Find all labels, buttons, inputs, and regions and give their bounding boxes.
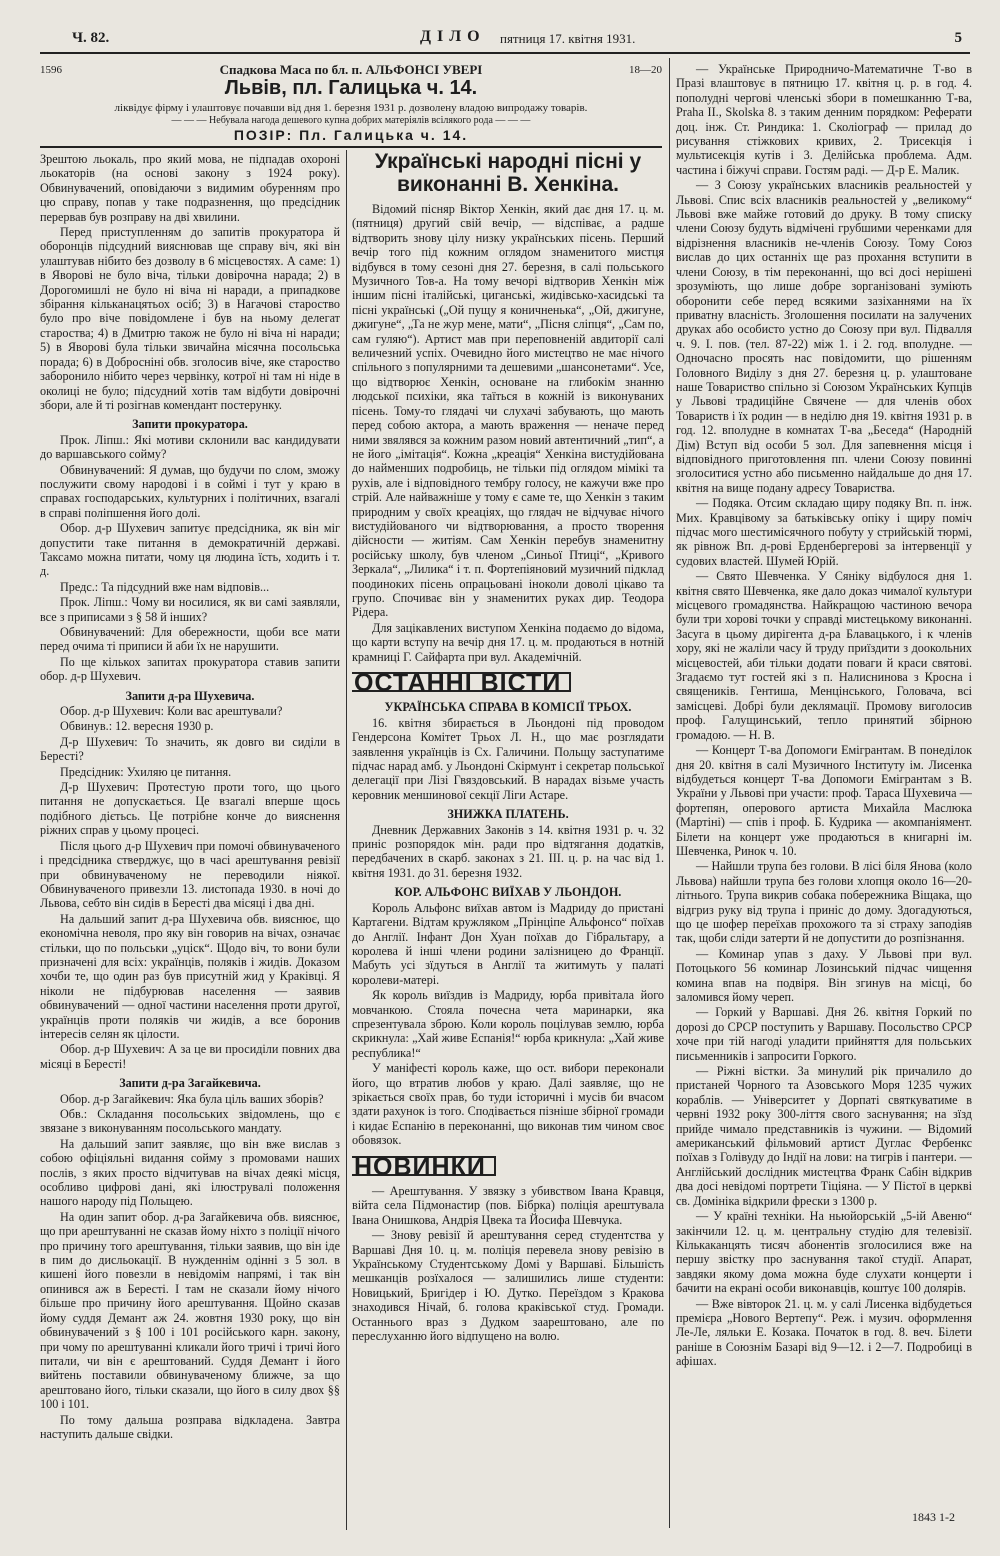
paragraph: Відомий пісняр Віктор Хенкін, який дає дня 17. ц. м. (пятниця) другий свій вечір, — відспіває, а радше відтворить знову цілу низку українських пісень. Перший вечір того під кожним оглядом знаменитого мистця відбувся в тому сезоні дня 27. березня, в салі польського Музичного Тов-а. На тому вечорі відтворив Хенкін між іншим пісні італійські, циганські, жидівсько-хасидські та пісні українські („Ой пущу я коничненька“, „Ой, джигуне, джигуне“, „Та не жур мене, мати“, „Пісня сліпця“, „Сам по, сам гуляю“). Артист мав при переповненій авдиторії салі величезний успіх. Очевидно його мистецтво не має нічого спільного з популярними та дешевими „шансонетами“. Усе, що відтворює Хенкін, основане на глибокім знанню людської психіки, яка таїться в кожній із виконуваних пісень. Тому-то глядачі чи слухачі забувають, що мають перед собою актора, а мають враження — неначе перед ними звялявся за кожним разом новий автентичний „тип“, а не його „імітація“. Кожна „креація“ Хенкіна вистудійована до найменших подробиць, не тільки під оглядом мімікі та рухів, але і відповідного тембру голосу, не кажучи вже про стрій. Але найважніше у тому є саме те, що Хенкін з таким природним у своїх креаціях, що глядач не відчуває нічого вистудійованого чи відтворювання, а просто творення дійсности — житіям. Сам Хенкін перебув знаменитну російську школу, був членом „Синьої Птиці“, „Кривого Зеркала“, „Лилика“ і т. п. Фортепіяновий музичний підклад поодиноких пісень опрацьовані іноколи доволі цікаво та групо. Спочиває він у знаменитих руках дир. Теодора Рідера. — [352, 202, 664, 620]
ad-line-3: ліквідує фірму і улаштовує почавши від дня 1. березня 1931 р. дозволену владою випродажу товарів. — [114, 102, 588, 114]
ad-code-right: 18—20 — [629, 64, 662, 76]
article-headline: Українські народні пісні у виконанні В. Хенкіна. — [374, 150, 642, 196]
paragraph: На один запит обор. д-ра Загайкевича обв. вияснює, що при арештуванні не сказав йому ніхто з поліції нічого про причину того арештування, тільки заявив, що він іде в пим до дисльокації. В нужденнім одінні з 5 зол. в кишені його повезли в невідомім напрямі, і так він опинився аж в Бересті. І там не сказали йому нічого більше про причину його арештування. Щойно сказав йому суддя Демант аж 24. жовтня 1930 року, що він обвинувачений з § 100 і 101 російського карн. закону, при чому по арештуванні кликали його тричі і тричі його питали, чи він є арештований. Суддя Демант і його вийтень поставили обвинуваченому ближче, за що арештовано його, тільки сказали, що його в силу двох §§ 100 і 101. — [40, 1209, 340, 1412]
subheading: Запити д-ра Шухевича. — [125, 688, 255, 703]
section-banner — [352, 669, 664, 697]
paragraph: — Знову ревізії й арештування серед студентства у Варшаві Дня 10. ц. м. поліція перевела знову ревізію в Українському Студентському Домі у Варшаві. Більшість мешканців розїхалося — залишились лише студенти: Новицький, Бригідер і Ю. Дутко. Переїздом з Кракова знаходився Нічай, б. голова краківської студ. Громади. Останнього враз з Дудком заарештовано, але по переслуханню його відпущено на волю. — [352, 1228, 664, 1344]
masthead — [50, 28, 980, 50]
paragraph: Для зацікавлених виступом Хенкіна подаємо до відома, що карти вступу на вечір дня 17. ц. м. продаються в нотній крамниці Г. Сайфарта при вул. Академічній. — [352, 620, 664, 664]
issue-number: Ч. 82. — [72, 30, 110, 46]
ad-line-5: ПОЗІР: Пл. Галицька ч. 14. — [233, 127, 469, 143]
column-divider — [346, 150, 347, 1530]
paragraph: По ще кількох запитах прокуратора ставив запити обор. д-р Шухевич. — [40, 654, 340, 684]
news-item: — З Союзу українських власників реальностей у Львові. Спис всіх власників реальностей у „великому“ Львові вже майже готовий до друку. В тому списку члени Союзу будуть відмічені грубшими черенками для відрізнення власників не-членів Союзу. Тому Союз вислав до цих останніх ще раз прохання вступити в члени Союзу, в тім переконанні, що всі досі нерішені зрозуміють, що лише добре зорганізовані зуміють оборонити себе перед всякими зазіханнями на їх приватну власність. Зголошення посилати на залучених друках або особисто устно до Союзу при вул. Підвалля ч. 9. I. пов. (тел. 87-22) між 1. і 2. год. вполудне. — Одночасно просять нас повідомити, що рішенням Головного Виділу з дня 27. березня ц. р. улаштоване наше Товариство спільно зі Союзом Українських Купців у Львові традиційне Свячене — для членів обох Товариств і їх родин — в неділю дня 19. квітня 1931 р. в год. 12. вполудне в комнатах Т-ва „Беседа“ (Народній Дім) Вступ від особи 5 зол. Для запевнення місця і відповідного приготовлення пп. члени Союзу повинні зголоситися устно або письменно найдальше до дня 17. квітня на вище подану адресу Товариства. — [676, 178, 972, 495]
paragraph: Д-р Шухевич: То значить, як довго ви сиділи в Бересті? — [40, 734, 340, 764]
paragraph: Король Альфонс виїхав автом із Мадриду до пристані Картагени. Відтам кружляком „Прінціпе Альфонсо“ поїхав до Англії. Інфант Дон Хуан поїхав до Гібральтару, а королева й інші члени родини залізницею до Франції. Мабуть усі зїдуться в Англії та житимуть у палаті королеви-матері. — [352, 900, 664, 987]
paragraph: Після цього д-р Шухевич при помочі обвинуваченого і предсідника стверджує, що в часі арештування ревізії при обвинуваченому не переводили ніякої. Обвинуваченого привезли 13. листопада 1930. в ночі до Львова, себто він сидів в Бересті два місяці і два дні. — [40, 838, 340, 911]
page-number: 5 — [954, 30, 962, 46]
paragraph: На дальший запит заявляє, що він вже вислав з собою офіціяльні видання сойму з промовами наших послів, з яких просто відчитував на вічах деякі місця, особливо цифрові дані, які ілюструвалі положення нашого народу під Польщею. — [40, 1136, 340, 1209]
paragraph: Обв.: Складання посольських звідомлень, що є звязане з виконуванням посольського мандату. — [40, 1107, 340, 1136]
ad-code: 1843 1-2 — [912, 1510, 955, 1524]
paragraph: Зрештою льокаль, про який мова, не підпадав охороні льокаторів (на основі закону з 1924 року). Обвинувачений, оповідаючи з видимим обуренням про цю справу, попав у таке подразнення, що предсідник перервав був розправу на дві хвилини. — [40, 152, 340, 224]
news-item: — Найшли трупа без голови. В лісі біля Янова (коло Львова) найшли трупа без голови хлопця около 16—20-літнього. Трупа викрив собака побережника Віщака, що відгриз руку від трупа і приніс до дому. Здогадуються, що це шофер переїхав прохожого та зі страху заподіяв так, щоби сліди затерти й не допустити до розпізнання. — [676, 859, 972, 946]
news-item: — Свято Шевченка. У Сяніку відбулося дня 1. квітня свято Шевченка, яке дало доказ чималої культури місцевого громадянства. Найкращою частиною вечора були три хорові точки у справді мистецькому виконанні. Засугa в цьому дирігента д-ра Блавацького, і к членів хору, які не жаліли часу й труду приїздити з доокольних місцевостей, аби тільки додати поваги й краси святові. Згадаємо тут гостей які з п. Налиснинова з Кросна і священиків. Гентиша, Менцінського, Головача, всі замісцеві. Добрі були деклямації. Промову виголосив проф. Галущинський, тепло принятий збірною громадою. — Н. В. — [676, 569, 972, 742]
paragraph: Обор. д-р Шухевич: А за це ви просиділи повних два місяці в Бересті! — [40, 1042, 340, 1071]
advertisement — [40, 62, 662, 144]
paragraph: Обор. д-р Загайкевич: Яка була ціль ваших зборів? — [60, 1091, 324, 1106]
news-item: — У країні техніки. На ньюйорській „5-ій Авеню“ закінчили 12. ц. м. центральну студію для телевізії. Кількаканцять тисяч абонентів зголосилися вже на першу звістку про заснування такої студії. Апарат, завдяки якому дома можна буде слухати концерти і бачити на екрані особи виконавців, коштує 100 долярів. — [676, 1209, 972, 1296]
ad-line-2: Львів, пл. Галицька ч. 14. — [224, 77, 478, 99]
paragraph: Дневник Державних Законів з 14. квітня 1931 р. ч. 32 приніс розпорядок мін. ради про відтягання додатків, передбачених в скарб. законах з 21. III. ц. р. на час від 1. квітня 1931. до 31. березня 1932. — [352, 822, 664, 880]
paragraph: Предсідник: Ухиляю це питання. — [60, 764, 232, 779]
subheading: Запити д-ра Загайкевича. — [119, 1076, 261, 1091]
paragraph: Обвинувачений: Для обережности, щоби все мати перед очима ті приписи й аби їх не нарушити. — [40, 625, 340, 654]
column-news — [676, 62, 972, 1524]
news-item: — Ріжні вістки. За минулий рік причалило до пристаней Чорного та Азовського Моря 1235 чужих кораблів. — Університет у Дорпаті святкуватиме в червні 1932 року 300-ліття свого заснування; на зїзд прийде чимало представників із чужини. — Відомий американський фільмовий артист Дуглас Фербенкс поїхав з Голівуду до Індії на лови: на тигрів і пантери. — Англійський дослідник мистецтва Франк Сабін відкрив два досі невідомі портрети Тіціяна. — У Пістої в церкві св. Домініка відкрили фрески з 1300 р. — [676, 1064, 972, 1208]
subheading: УКРАЇНСЬКА СПРАВА В КОМІСІЇ ТРЬОХ. — [384, 700, 632, 715]
section-banner — [352, 1152, 664, 1181]
paragraph: Обор. д-р Шухевич: Коли вас арештували? — [60, 704, 283, 719]
paragraph: Як король виїздив із Мадриду, юрба привітала його мовчанкою. Стояла почесна чета маринарки, яка спрезентувала зброю. Коли король поцілував землю, юрба скрикнула: „Хай живе Еспанія!“ юрба крикнула: „Хай живе республика!“ — [352, 988, 664, 1060]
subheading: Запити прокуратора. — [132, 417, 248, 432]
paragraph: Перед приступленням до запитів прокуратора й оборонців підсудний вияснював ще справу віч, які він улаштував нібито без дозволу в 6 місцевостях. А саме: 1) в Яворові не було віча, тільки довірочна нарада; 2) в Дорогомишлі не було ні віча ні наради, а припадкове збірання кільканацятьох осіб; 3) в Нагачові староство було про віче повідомлене і був на ньому делегат староства; 4) в Дмитрю також не було ні віча ні наради; 5) в Яворові була тільки звичайна місячна посольська порада; 6) в Добросніні обв. зголосив віче, яке староство заборонило нібито через червінку, котрої ні там ні ніде в околиці не було; підсудний хотів там відбути довірочні збори, але й ті розігнав комендант постерунку. — [40, 225, 340, 412]
news-item: — Концерт Т-ва Допомоги Емігрантам. В понеділок дня 20. квітня в салі Музичного Інституту ім. Лисенка відбудеться концерт Т-ва Допомоги Емігрантам з В. України у Львові при участи: проф. Тараса Шухевича — фортепян, оперового артиста Михайла Маслюка (Мартіні) — спів і проф. Б. Кудрика — акомпаніямент. Білети на концерт уже продаються в книгарні ім. Шевченка, Ринок ч. 10. — [676, 743, 972, 858]
ad-code-left: 1596 — [40, 64, 62, 76]
paragraph: По тому дальша розправа відкладена. Завтра наступить дальше свідки. — [40, 1412, 340, 1441]
paragraph: У маніфесті король каже, що ост. вибори переконали його, що втратив любов у краю. Далі заявляє, що не зрікається своїх прав, бо туди історичні і мусів би вчасом здати рахунок із того. Сподівається пізніше збірної громади і кидає Еспанію в переконанні, що виконав тим чином своє обовязок. — [352, 1061, 664, 1148]
paragraph: 16. квітня збирається в Льондоні під проводом Гендерсона Комітет Трьох Л. Н., що має розглядати заявлення українців із Сх. Галичини. Польщу заступатиме підчас нарад амб. у Льондоні Скірмунт і секретар польської делегації при Лізі Гвяздовський. В нарадах візьме участь керовник меншинової секції Ліги Астаре. — [352, 715, 664, 802]
paragraph: Прок. Ліпш.: Які мотиви склонили вас кандидувати до варшавського сойму? — [40, 432, 340, 462]
section-banner-label: ОСТАННІ ВІСТИ — [352, 672, 571, 692]
newspaper-title: ДІЛО — [420, 28, 486, 45]
column-middle — [352, 140, 664, 1540]
news-item: — Коминар упав з даху. У Львові при вул. Потоцького 56 коминар Лозинський підчас чищення комина впав на подвіря. Він згинув на місці, бо заломився йому череп. — [676, 946, 972, 1004]
paragraph: Предс.: Та підсудний вже нам відповів... — [60, 579, 270, 594]
news-item: — Українське Природничо-Математичне Т-во в Празі влаштовує в пятницю 17. квітня ц. р. в год. 4. пополудні чергові членські збори в помешканню Т-ва, Praha II., Skolska 8. з таким денним порядком: Реферати доц. інж. Ст. Риндика: 1. Сколіограф — прилад до рисування стіжкових кривих, 2. Трисекція і мультисекція кутів і 3. Делійська проблема. Адм. частина і біжучі справи. Гостям раді. — Д-р Е. Малик. — [676, 62, 972, 177]
issue-date: пятниця 17. квітня 1931. — [500, 31, 636, 46]
subheading: ЗНИЖКА ПЛАТЕНЬ. — [447, 807, 569, 822]
news-item: — Подяка. Отсим складаю щиру подяку Вп. п. інж. Мих. Кравцівому за батьківську опіку і щиру поміч підчас мого шестимісячного побуту у стрийській тюрмі, як рівнож Вп. д-рові Ерденбергерові за інтервенції у судових властей. Шумей Юрій. — [676, 496, 972, 568]
ad-line-1: Спадкова Маса по бл. п. АЛЬФОНСІ УВЕРІ — [219, 62, 483, 77]
subheading: КОР. АЛЬФОНС ВИЇХАВ У ЛЬОНДОН. — [394, 885, 622, 900]
paragraph: На дальший запит д-ра Шухевича обв. вияснює, що економічна неволя, про яку він говорив на вічах, означає стільки, що по польськи „уціск“. Щодо віч, то вони були призначені для всіх: українців, поляків і жидів. Доказом хочби те, що один раз був присутній жид у Краківці. Я ніколи не підбурював населення — заявив обвинувачений — одної частини населення проти другої, українців проти поляків чи жидів, а все боронив інтересів селян як цілости. — [40, 911, 340, 1041]
column-court-report — [40, 152, 340, 1532]
ad-line-4: — — — Небувала нагода дешевого купна добрих матеріялів всілякого рода — — — — [171, 115, 531, 126]
paragraph: Д-р Шухевич: Протестую проти того, що цього питання не допускається. Це взагалі вперше щось подібного дієтьсь. Це потрібне конче до вияснення ріжних справ у цьому процесі. — [40, 780, 340, 838]
section-banner-label: НОВИНКИ — [352, 1156, 496, 1176]
column-divider — [669, 58, 670, 1528]
masthead-rule — [40, 52, 970, 54]
paragraph: Обвинувачений: Я думав, що будучи по слом, зможу послужити свому народові і в соймі і тут у краю в справах господарських, культурних і політичних, взагалі в справі поліпшення його долі. — [40, 462, 340, 520]
news-item: — Вже вівторок 21. ц. м. у салі Лисенка відбудеться премієра „Нового Вертепу“. Реж. і музич. оформлення Ле-Ле, ляльки Е. Козака. Початок в год. 8. веч. Білети раніше в Союзнім Базарі від 9—12. і 2—7. Подробиці в афішах. — [676, 1296, 972, 1369]
paragraph: Обор. д-р Шухевич запитує предсідника, як він мiг допустити таке питання в демократичній державі. Таксамо можна питати, чому ця людина їсть, ходить і т. д. — [40, 521, 340, 579]
paragraph: Обвинув.: 12. вересня 1930 р. — [60, 719, 214, 734]
news-item: — Горкий у Варшаві. Дня 26. квітня Горкий по дорозі до СРСР поступить у Варшаву. Посольство СРСР хоче при тій нагоді уладити прийняття для польських письменників і запросити Горкого. — [676, 1005, 972, 1063]
paragraph: Прок. Ліпш.: Чому ви носилися, як ви самі заявляли, все з приписами з § 58 й інших? — [40, 595, 340, 624]
paragraph: — Арештування. У звязку з убивством Івана Кравця, війта села Підмонастир (пов. Бібрка) поліція арештувала Івана Онишкова, Андрія Цвека та Йосифа Шевчука. — [352, 1184, 664, 1227]
